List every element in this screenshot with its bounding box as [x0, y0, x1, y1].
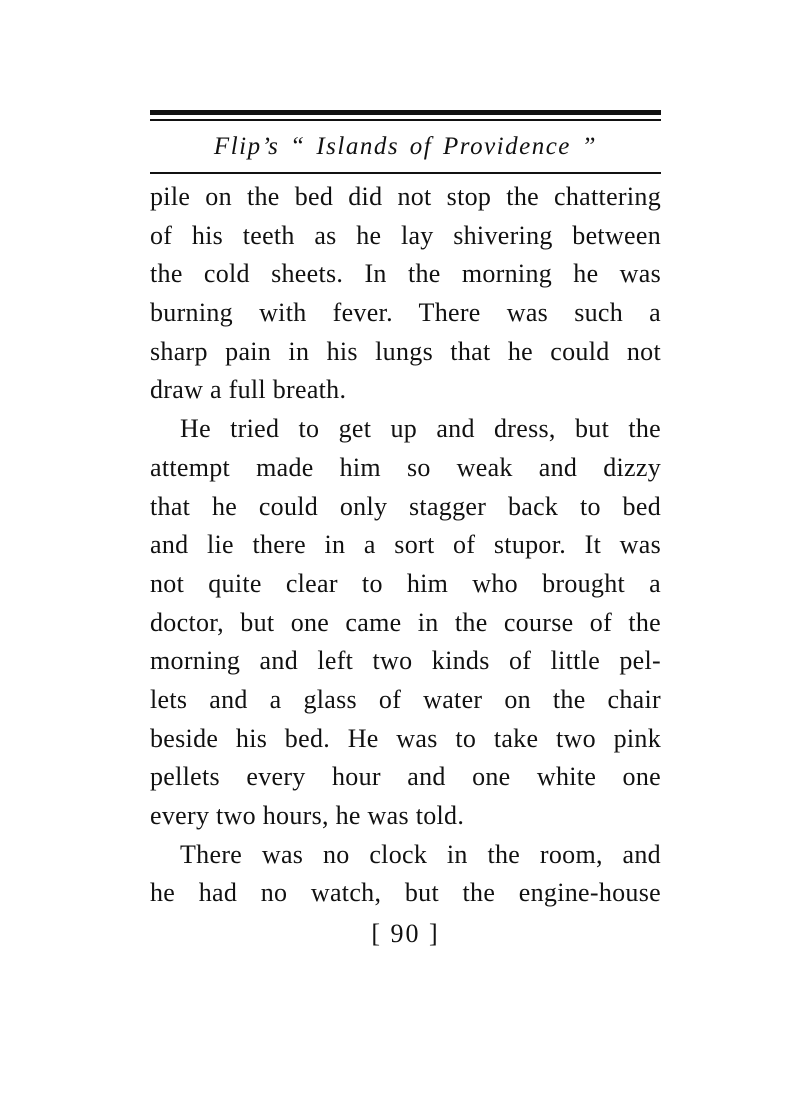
text-line: He tried to get up and dress, but the [180, 414, 661, 444]
text-line: not quite clear to him who brought a [150, 568, 661, 598]
header-rule-thick [150, 110, 661, 115]
text-line: beside his bed. He was to take two pink [150, 723, 661, 753]
text-line: pile on the bed did not stop the chattering [150, 182, 661, 211]
text-line: and lie there in a sort of stupor. It was [150, 530, 661, 560]
text-line: draw a full breath. [150, 375, 347, 405]
text-line: doctor, but one came in the course of the [150, 607, 661, 637]
text-line: burning with fever. There was such a [150, 298, 661, 328]
text-line: lets and a glass of water on the chair [150, 684, 661, 714]
body-text [150, 178, 661, 913]
text-line: he had no watch, but the engine-house [150, 878, 661, 908]
text-line: sharp pain in his lungs that he could not [150, 336, 661, 366]
text-line: of his teeth as he lay shivering between [150, 220, 661, 250]
text-line: that he could only stagger back to bed [150, 491, 661, 521]
text-line: the cold sheets. In the morning he was [150, 259, 661, 289]
text-line: every two hours, he was told. [150, 801, 465, 830]
text-line: pellets every hour and one white one [150, 762, 661, 792]
header-rule-bottom [150, 172, 661, 174]
running-head: Flip’s “ Islands of Providence ” [213, 133, 598, 160]
text-line: There was no clock in the room, and [180, 839, 661, 869]
text-line: morning and left two kinds of little pel- [150, 646, 661, 676]
page-number: [ 90 ] [371, 919, 440, 948]
header-rule-thin [150, 119, 661, 121]
text-line: attempt made him so weak and dizzy [150, 452, 661, 482]
